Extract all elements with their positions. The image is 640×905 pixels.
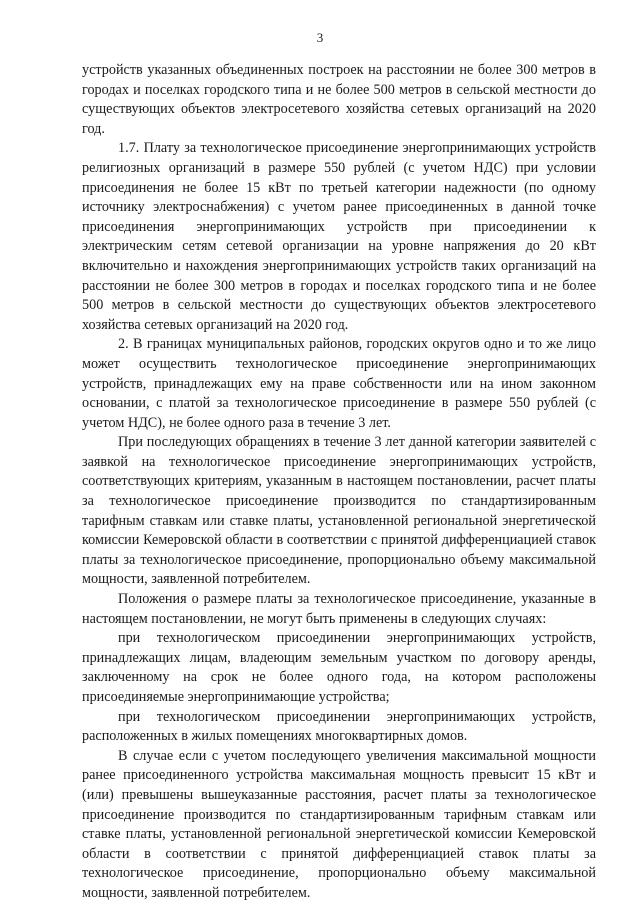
document-body <box>82 61 596 904</box>
paragraph-provisions-not-applied: Положения о размере платы за технологическое присоединение, указанные в настоящем постановлении, не могут быть применены в следующих случаях: <box>82 591 596 627</box>
paragraph-continued: устройств указанных объединенных построек на расстоянии не более 300 метров в городах и поселках городского типа и не более 500 метров в сельской местности до существующих объектов электросетевого хозяйства сетевых организаций на 2020 год. <box>82 62 596 137</box>
paragraph-subsequent-requests: При последующих обращениях в течение 3 лет данной категории заявителей с заявкой на технологическое присоединение энергопринимающих устройств, соответствующих критериям, указанным в настоящем постановлении, расчет платы за технологическое присоединение производится по стандартизированным тарифным ставкам или ставке платы, установленной региональной энергетической комиссии Кемеровской области в соответствии с принятой дифференциацией ставок платы за технологическое присоединение, пропорционально объему максимальной мощности, заявленной потребителем. <box>82 434 596 588</box>
paragraph-1-7: 1.7. Плату за технологическое присоединение энергопринимающих устройств религиозных организаций в размере 550 рублей (с учетом НДС) при условии присоединения не более 15 кВт по третьей категории надежности (по одному источнику электроснабжения) с учетом ранее присоединенных в данной точке присоединения энергопринимающих устройств при присоединении к электрическим сетям сетевой организации на уровне напряжения до 20 кВт включительно и нахождения энергопринимающих устройств таких организаций на расстоянии не более 300 метров в городах и поселках городского типа и не более 500 метров в сельской местности до существующих объектов электросетевого хозяйства сетевых организаций на 2020 год. <box>82 140 596 333</box>
page-number: 3 <box>316 30 324 45</box>
paragraph-case-capacity-increase: В случае если с учетом последующего увеличения максимальной мощности ранее присоединенного устройства максимальная мощность превысит 15 кВт и (или) превышены вышеуказанные расстояния, расчет платы за технологическое присоединение производится по стандартизированным тарифным ставкам или ставке платы, установленной региональной энергетической комиссии Кемеровской области в соответствии с принятой дифференциацией ставок платы за технологическое присоединение, пропорционально объему максимальной мощности, заявленной потребителем. <box>82 747 596 901</box>
paragraph-2: 2. В границах муниципальных районов, городских округов одно и то же лицо может осуществить технологическое присоединение энергопринимающих устройств, принадлежащих ему на праве собственности или на ином законном основании, с платой за технологическое присоединение в размере 550 рублей (с учетом НДС), не более одного раза в течение 3 лет. <box>82 336 596 431</box>
paragraph-case-residential: при технологическом присоединении энергопринимающих устройств, расположенных в жилых помещениях многоквартирных домов. <box>82 708 596 745</box>
paragraph-case-lease: при технологическом присоединении энергопринимающих устройств, принадлежащих лицам, владеющим земельным участком по договору аренды, заключенному на срок не более одного года, на котором расположены присоединяемые энергопринимающие устройства; <box>82 630 596 705</box>
